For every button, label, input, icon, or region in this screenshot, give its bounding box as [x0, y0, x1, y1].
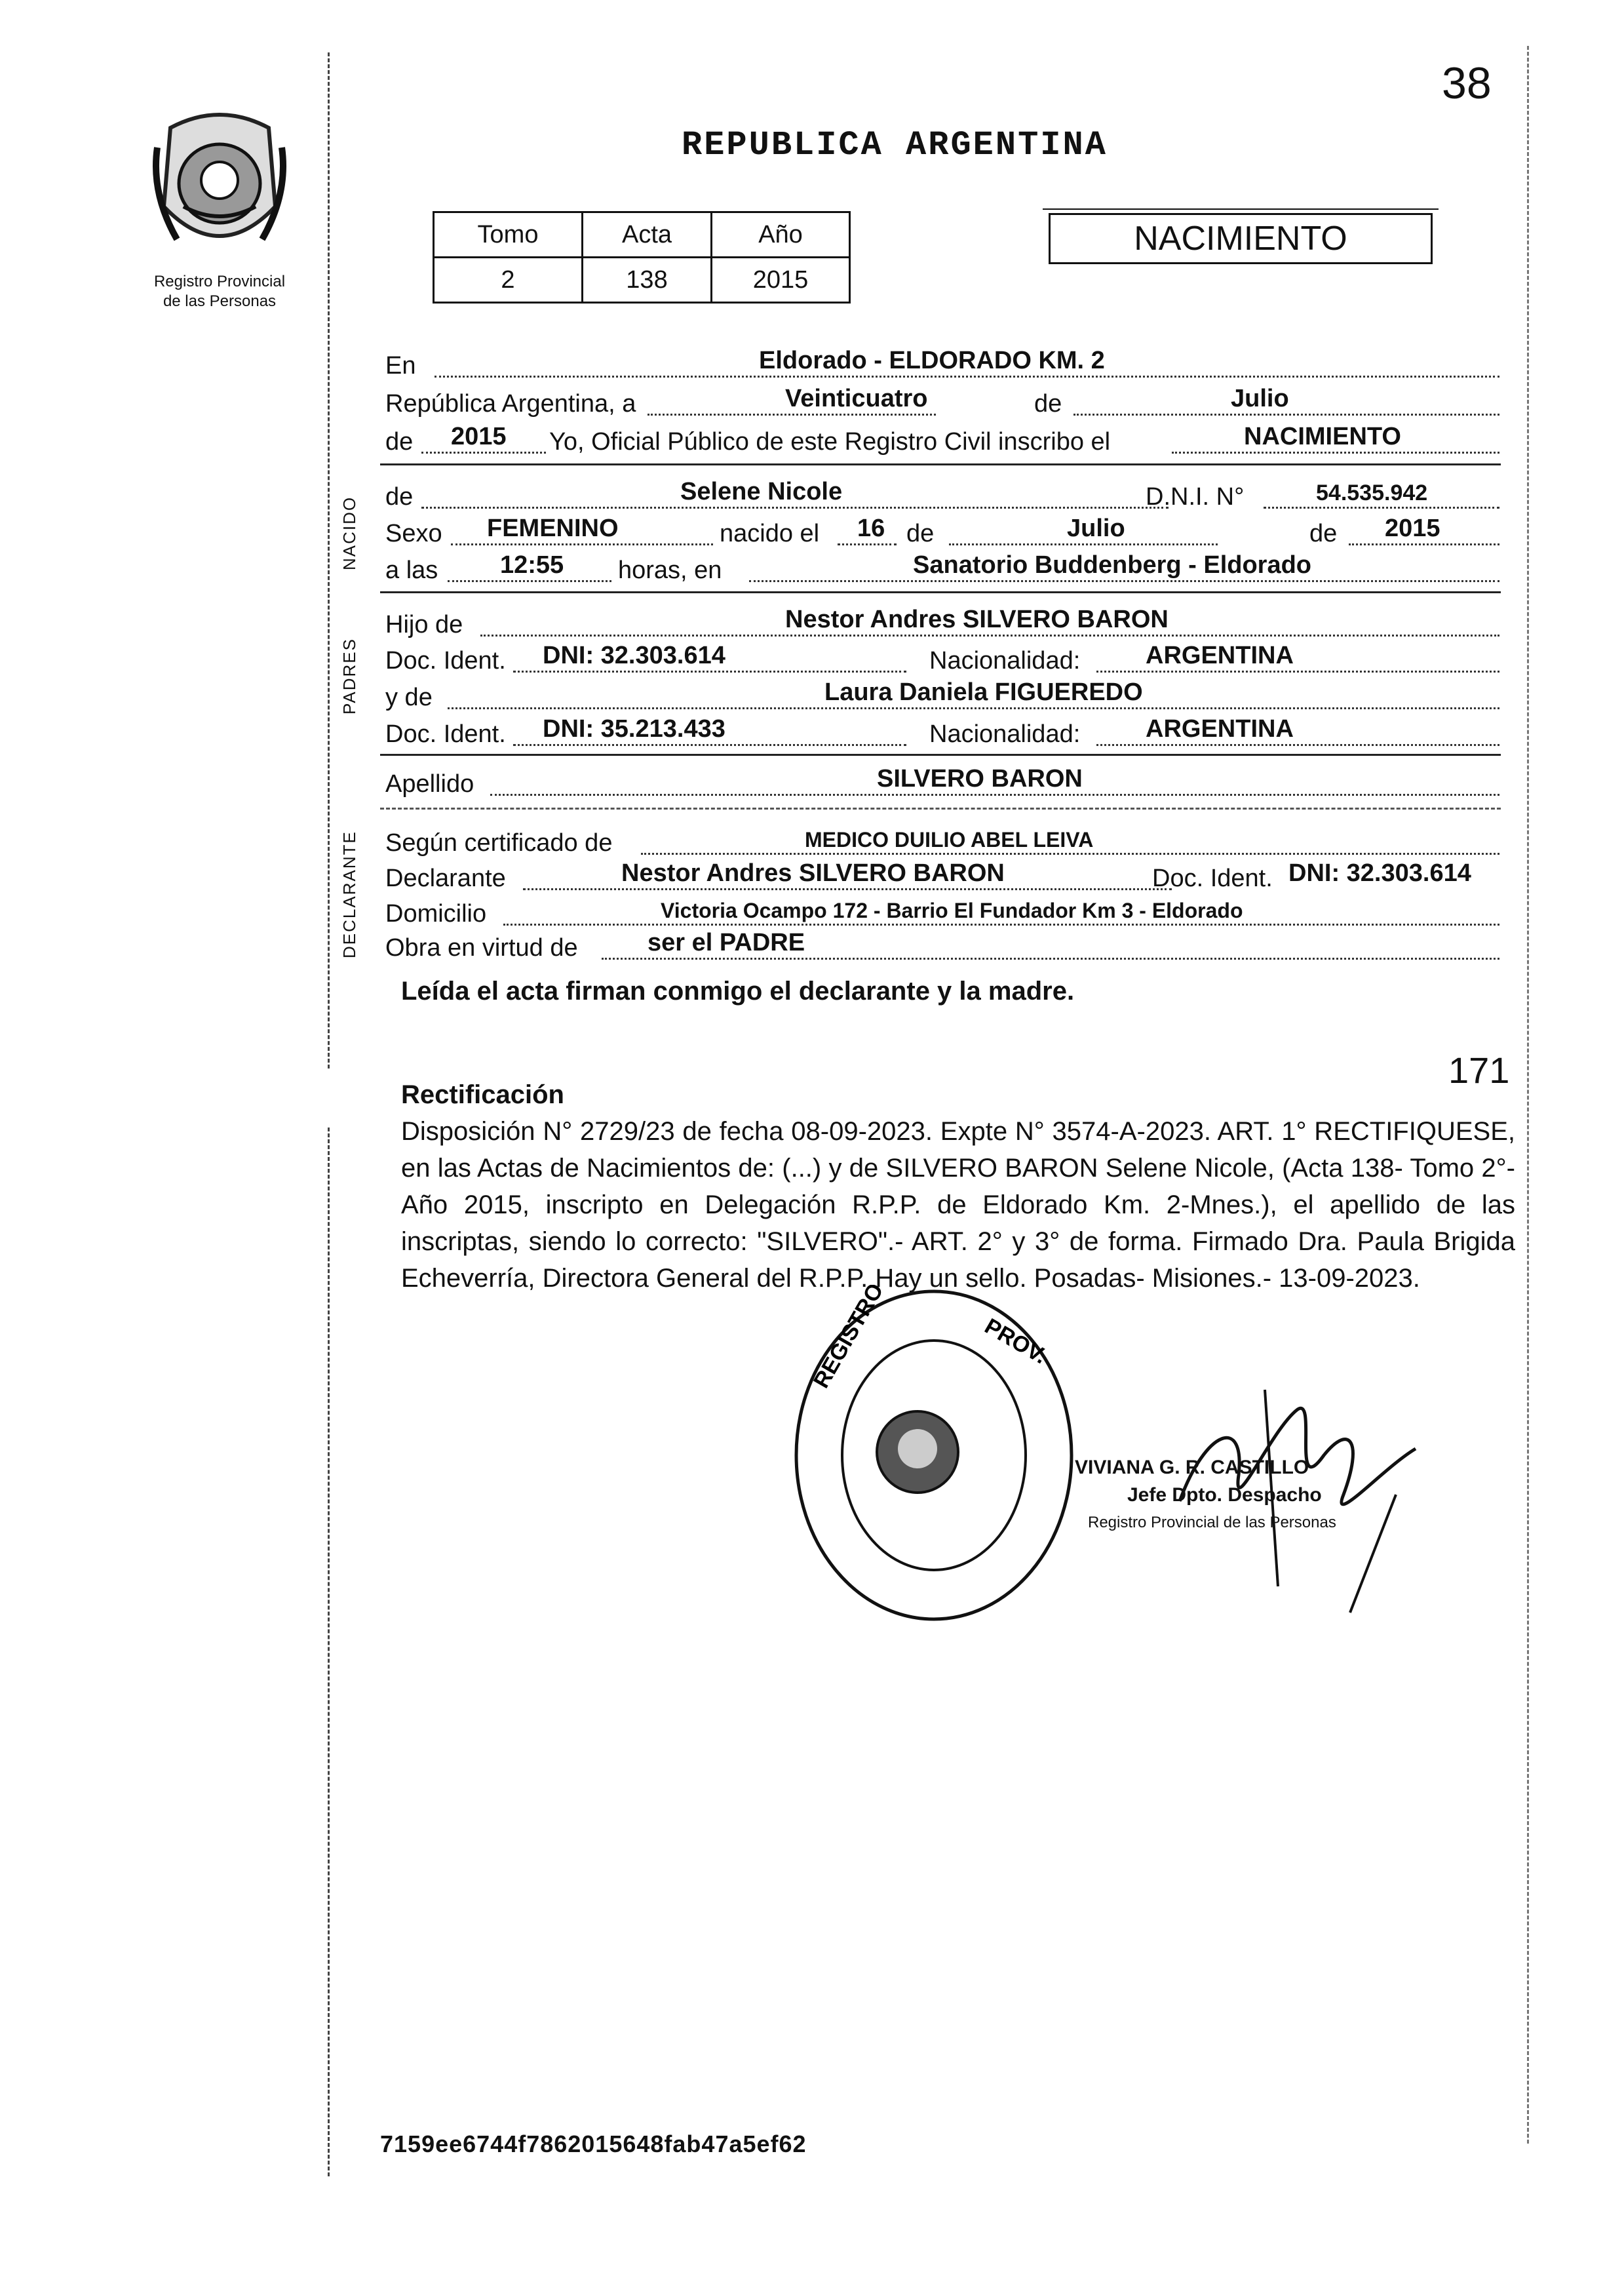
- a-las-label: a las: [385, 557, 438, 584]
- acta-table: [433, 211, 851, 304]
- padre-nac: ARGENTINA: [1146, 642, 1294, 669]
- nacionalidad-label: Nacionalidad:: [929, 720, 1081, 748]
- hora-value: 12:55: [500, 551, 564, 579]
- rectificacion-body: Disposición N° 2729/23 de fecha 08-09-2023. Expte N° 3574-A-2023. ART. 1° RECTIFIQUESE, en las Actas de Nacimientos de: (...) y de SILVERO BARON Selene Nicole, (Acta 138- Tomo 2°- Año 2015, inscripto en Delegación R.P.P. de Eldorado Km. 2-Mnes.), el apellido de las inscriptas, siendo lo correcto: "SILVERO".- ART. 2° y 3° de forma. Firmado Dra. Paula Brigida Echeverría, Directora General del R.P.P. Hay un sello. Posadas- Misiones.- 13-09-2023.: [401, 1117, 1515, 1293]
- decl-doc-value: DNI: 32.303.614: [1288, 859, 1471, 887]
- dots: [1172, 452, 1499, 454]
- dots: [451, 543, 713, 545]
- dots: [448, 707, 1499, 709]
- header-title: REPUBLICA ARGENTINA: [682, 126, 1108, 165]
- svg-text:REGISTRO: REGISTRO: [809, 1285, 889, 1392]
- row-apellido: [385, 766, 1499, 802]
- row-padre: [385, 606, 1499, 643]
- dia-value: Veinticuatro: [785, 385, 928, 412]
- registry-caption: [105, 272, 334, 311]
- signature-block: [1075, 1454, 1336, 1537]
- dni-label: D.N.I. N°: [1146, 483, 1245, 511]
- row-republica: [385, 385, 1499, 422]
- dots: [1349, 543, 1499, 545]
- domicilio-value: Victoria Ocampo 172 - Barrio El Fundador Km 3 - Eldorado: [661, 899, 1243, 922]
- left-margin-line: [328, 52, 330, 1069]
- dots: [1264, 507, 1499, 509]
- de-label: de: [1034, 390, 1062, 418]
- obra-label: Obra en virtud de: [385, 934, 578, 962]
- nombre-value: Selene Nicole: [680, 478, 843, 505]
- header-acta: Acta: [583, 212, 712, 258]
- nacido-label: nacido el: [720, 520, 820, 547]
- nac-mes: Julio: [1067, 515, 1125, 542]
- dots: [1096, 671, 1499, 673]
- en-label: En: [385, 352, 416, 380]
- dni-value: 54.535.942: [1316, 481, 1428, 505]
- anio-value: 2015: [451, 423, 507, 450]
- value-acta: 138: [583, 258, 712, 303]
- dots: [949, 543, 1218, 545]
- divider: [380, 463, 1501, 465]
- republica-label: República Argentina, a: [385, 390, 636, 418]
- signature-title: Jefe Dpto. Despacho: [1127, 1484, 1322, 1506]
- side-label-padres: PADRES: [339, 638, 359, 715]
- madre-nac: ARGENTINA: [1146, 715, 1294, 743]
- dots: [421, 507, 1169, 509]
- declarante-value: Nestor Andres SILVERO BARON: [621, 859, 1005, 887]
- dots: [1096, 744, 1499, 746]
- document-hash: 7159ee6744f7862015648fab47a5ef62: [380, 2130, 807, 2157]
- dots: [421, 452, 546, 454]
- dots: [435, 376, 1499, 378]
- dots: [648, 414, 936, 416]
- signature-registry: Registro Provincial de las Personas: [1088, 1514, 1336, 1531]
- sexo-label: Sexo: [385, 520, 442, 547]
- yo-label: Yo, Oficial Público de este Registro Civil inscribo el: [549, 428, 1111, 456]
- header-tomo: Tomo: [434, 212, 583, 258]
- row-domicilio: [385, 895, 1499, 932]
- rectificacion-title: Rectificación: [401, 1080, 564, 1109]
- row-yo: [385, 423, 1499, 460]
- acta-type-box: NACIMIENTO: [1049, 213, 1433, 264]
- row-hora: [385, 552, 1499, 589]
- declarante-label: Declarante: [385, 865, 506, 892]
- dots: [513, 671, 906, 673]
- dots: [490, 794, 1499, 796]
- side-label-nacido: NACIDO: [339, 496, 359, 570]
- registry-caption-line2: de las Personas: [163, 292, 277, 310]
- signature-name: VIVIANA G. R. CASTILLO: [1075, 1457, 1309, 1478]
- registry-caption-line1: Registro Provincial: [153, 273, 286, 290]
- dots: [523, 888, 1172, 890]
- dots: [1073, 414, 1499, 416]
- marginal-number: 171: [1448, 1049, 1510, 1091]
- row-declarante: [385, 860, 1499, 897]
- row-padre-doc: [385, 642, 1499, 679]
- divider: [380, 808, 1501, 810]
- madre-doc: DNI: 35.213.433: [543, 715, 725, 743]
- apellido-label: Apellido: [385, 770, 474, 798]
- dots: [480, 635, 1499, 637]
- de-label: de: [1309, 520, 1338, 547]
- nac-anio: 2015: [1385, 515, 1440, 542]
- decl-doc-label: Doc. Ident.: [1152, 865, 1273, 892]
- dots: [641, 853, 1499, 855]
- dots: [838, 543, 897, 545]
- padre-doc: DNI: 32.303.614: [543, 642, 725, 669]
- divider: [380, 754, 1501, 756]
- madre-value: Laura Daniela FIGUEREDO: [824, 678, 1143, 706]
- certificado-value: MEDICO DUILIO ABEL LEIVA: [805, 828, 1094, 852]
- dots: [448, 580, 611, 582]
- doc-ident-label: Doc. Ident.: [385, 647, 506, 675]
- mes-value: Julio: [1231, 385, 1289, 412]
- de-label: de: [385, 483, 414, 511]
- value-anio: 2015: [712, 258, 850, 303]
- row-en: [385, 347, 1499, 384]
- apellido-value: SILVERO BARON: [877, 765, 1083, 793]
- row-certificado: [385, 825, 1499, 861]
- inscribo-value: NACIMIENTO: [1244, 423, 1401, 450]
- row-obra: [385, 930, 1499, 966]
- side-label-declarante: DECLARANTE: [339, 831, 359, 958]
- value-tomo: 2: [434, 258, 583, 303]
- registry-oval-stamp: [786, 1285, 1081, 1626]
- row-madre-doc: [385, 716, 1499, 753]
- padre-value: Nestor Andres SILVERO BARON: [785, 606, 1169, 633]
- nacionalidad-label: Nacionalidad:: [929, 647, 1081, 675]
- page-number: 38: [1442, 58, 1492, 108]
- dots: [602, 958, 1499, 960]
- de-label: de: [385, 428, 414, 456]
- row-madre: [385, 679, 1499, 716]
- leida-text: Leída el acta firman conmigo el declarante y la madre.: [401, 977, 1075, 1006]
- row-nombre: [385, 479, 1499, 515]
- sexo-value: FEMENINO: [487, 515, 619, 542]
- row-sexo: [385, 515, 1499, 552]
- nac-dia: 16: [857, 515, 885, 542]
- y-de-label: y de: [385, 684, 433, 711]
- right-margin-line: [1527, 46, 1529, 2144]
- doc-ident-label: Doc. Ident.: [385, 720, 506, 748]
- header-anio: Año: [712, 212, 850, 258]
- divider: [380, 591, 1501, 593]
- svg-text:PROV.: PROV.: [980, 1314, 1051, 1369]
- de-label: de: [906, 520, 935, 547]
- dots: [749, 580, 1499, 582]
- domicilio-label: Domicilio: [385, 900, 487, 928]
- dots: [503, 924, 1499, 926]
- en-value: Eldorado - ELDORADO KM. 2: [759, 347, 1105, 374]
- dots: [513, 744, 906, 746]
- horas-en-label: horas, en: [618, 557, 722, 584]
- lugar-value: Sanatorio Buddenberg - Eldorado: [913, 551, 1312, 579]
- certificado-label: Según certificado de: [385, 829, 613, 857]
- obra-value: ser el PADRE: [648, 929, 805, 956]
- misiones-seal-logo: [144, 108, 295, 265]
- hijo-label: Hijo de: [385, 611, 463, 638]
- left-margin-line-lower: [328, 1128, 330, 2176]
